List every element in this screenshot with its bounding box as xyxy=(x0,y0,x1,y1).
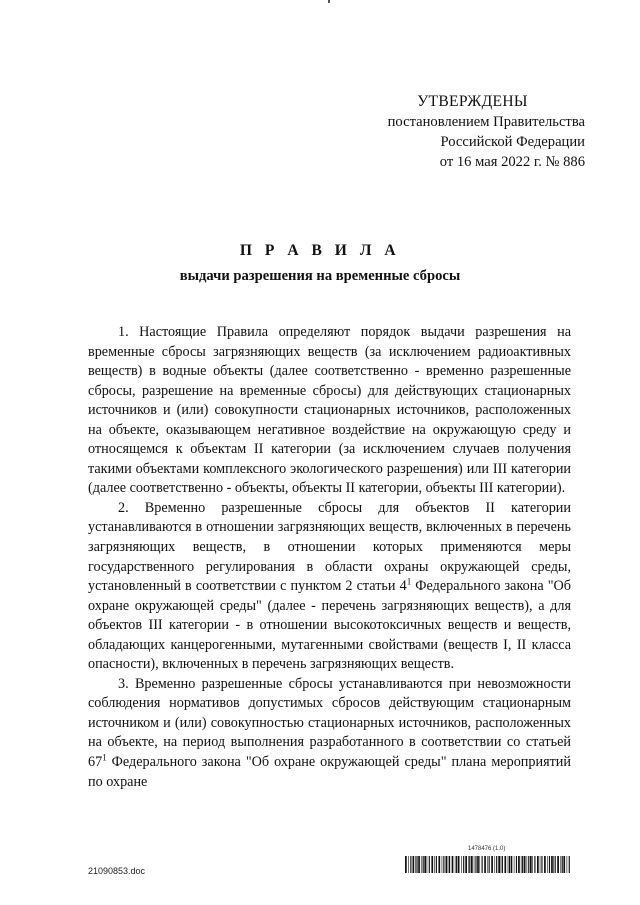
barcode-stripe xyxy=(452,856,454,873)
barcode-stripe xyxy=(475,856,476,873)
barcode-stripe xyxy=(468,856,469,873)
barcode-stripe xyxy=(534,856,535,873)
barcode-stripe xyxy=(494,856,495,873)
barcode-stripe xyxy=(557,856,559,873)
barcode-stripe xyxy=(563,856,565,873)
barcode-stripe xyxy=(521,856,522,873)
approval-title: УТВЕРЖДЕНЫ xyxy=(417,93,528,110)
barcode-stripe xyxy=(418,856,420,873)
barcode-stripe xyxy=(516,856,517,873)
barcode-stripe xyxy=(501,856,502,873)
barcode-stripe xyxy=(410,856,411,873)
barcode-stripe xyxy=(530,856,532,873)
barcode-stripe xyxy=(477,856,479,873)
barcode-stripe xyxy=(458,856,460,873)
barcode-stripe xyxy=(537,856,539,873)
barcode-stripe xyxy=(442,856,443,873)
barcode-stripe xyxy=(532,856,533,873)
barcode-stripe xyxy=(436,856,437,873)
barcode-stripe xyxy=(567,856,568,873)
paragraph-2 xyxy=(88,499,571,675)
barcode-stripe xyxy=(489,856,490,873)
barcode-stripe xyxy=(448,856,449,873)
barcode xyxy=(405,856,570,873)
barcode-stripe xyxy=(541,856,542,873)
scan-mark xyxy=(328,0,330,3)
barcode-stripe xyxy=(496,856,497,873)
paragraph-3-text-a: 3. Временно разрешенные сбросы устанавливаются при невозможности соблюдения нормативов допустимых сбросов действующим стационарным источником и (или) совокупностью стационарных источников, расположенных на объекте, на период выполнения разработанного в соответствии со статьей 67 xyxy=(88,675,571,771)
barcode-stripe xyxy=(508,856,509,873)
barcode-stripe xyxy=(553,856,554,873)
paragraph-3 xyxy=(88,675,571,792)
paragraph-3-text-b: Федерального закона "Об охране окружающей среды" плана мероприятий по охране xyxy=(88,754,571,790)
barcode-stripe xyxy=(514,856,515,873)
barcode-stripe xyxy=(504,856,506,873)
barcode-stripe xyxy=(471,856,473,873)
document-title: П Р А В И Л А xyxy=(239,242,401,259)
barcode-stripe xyxy=(511,856,513,873)
paragraph-1: 1. Настоящие Правила определяют порядок выдачи разрешения на временные сбросы загрязняющих веществ (за исключением радиоактивных веществ) в водные объекты (далее соответственно - временно разрешенные сбросы, разрешение на временные сбросы) для действующих стационарных источников и (или) совокупности стационарных источников, расположенных на объекте, оказывающем негативное воздействие на окружающую среду и относящемся к объектам II категории (за исключением случаев получения такими объектами комплексного экологического разрешения) или III категории (далее соответственно - объекты, объекты II категории, объекты III категории). xyxy=(88,324,571,497)
barcode-stripe xyxy=(413,856,415,873)
barcode-stripe xyxy=(540,856,541,873)
paragraph-2-superscript: 1 xyxy=(406,576,412,587)
barcode-stripe xyxy=(429,856,430,873)
barcode-stripe xyxy=(509,856,510,873)
barcode-stripe xyxy=(449,856,450,873)
barcode-stripe xyxy=(544,856,546,873)
barcode-stripe xyxy=(569,856,570,873)
barcode-stripe xyxy=(549,856,550,873)
barcode-stripe xyxy=(415,856,416,873)
paragraph-2-text-a: 2. Временно разрешенные сбросы для объектов II категории устанавливаются в отношении загрязняющих веществ, включенных в перечень загрязняющих веществ, в отношении которых применяются меры государственного регулирования в области охраны окружающей среды, установленный в соответствии с пунктом 2 статьи 4 xyxy=(88,499,571,595)
approval-block xyxy=(300,92,585,172)
file-name: 21090853.doc xyxy=(88,866,146,876)
barcode-stripe xyxy=(524,856,526,873)
barcode-stripe xyxy=(469,856,470,873)
barcode-id: 1478476 (1.0) xyxy=(468,846,506,852)
barcode-stripe xyxy=(522,856,523,873)
paragraph-3-superscript: 1 xyxy=(102,752,107,763)
barcode-stripe xyxy=(482,856,483,873)
barcode-stripe xyxy=(427,856,428,873)
barcode-stripe xyxy=(455,856,456,873)
barcode-stripe xyxy=(484,856,486,873)
barcode-stripe xyxy=(443,856,444,873)
barcode-stripe xyxy=(518,856,520,873)
barcode-stripe xyxy=(547,856,548,873)
barcode-stripe xyxy=(431,856,433,873)
barcode-stripe xyxy=(479,856,480,873)
document-subtitle: выдачи разрешения на временные сбросы xyxy=(179,268,461,284)
barcode-stripe xyxy=(528,856,529,873)
paragraph-2-text-b: Федерального закона "Об охране окружающей среды" (далее - перечень загрязняющих веществ), а для объектов III категории - в отношении высокотоксичных веществ и веществ, обладающих канцерогенными, мутагенными свойствами (веществ I, II класса опасности), включенных в перечень загрязняющих веществ. xyxy=(88,578,571,673)
barcode-stripe xyxy=(487,856,488,873)
barcode-stripe xyxy=(474,856,475,873)
barcode-stripe xyxy=(551,856,553,873)
approval-line-2: Российской Федерации xyxy=(440,134,585,150)
barcode-stripe xyxy=(446,856,448,873)
barcode-stripe xyxy=(424,856,426,873)
barcode-stripe xyxy=(421,856,422,873)
document-body xyxy=(88,323,571,792)
barcode-stripe xyxy=(502,856,503,873)
barcode-stripe xyxy=(562,856,563,873)
barcode-stripe xyxy=(434,856,435,873)
barcode-stripe xyxy=(555,856,556,873)
barcode-stripe xyxy=(527,856,528,873)
barcode-stripe xyxy=(423,856,424,873)
barcode-stripe xyxy=(560,856,561,873)
barcode-stripe xyxy=(463,856,464,873)
barcode-stripe xyxy=(461,856,462,873)
approval-line-1: постановлением Правительства xyxy=(387,114,585,130)
barcode-stripe xyxy=(498,856,500,873)
barcode-stripe xyxy=(465,856,467,873)
barcode-stripe xyxy=(491,856,493,873)
barcode-stripe xyxy=(438,856,440,873)
barcode-stripe xyxy=(456,856,457,873)
barcode-stripe xyxy=(416,856,417,873)
barcode-stripe xyxy=(408,856,409,873)
approval-line-3: от 16 мая 2022 г. № 886 xyxy=(439,154,585,170)
barcode-stripe xyxy=(405,856,407,873)
